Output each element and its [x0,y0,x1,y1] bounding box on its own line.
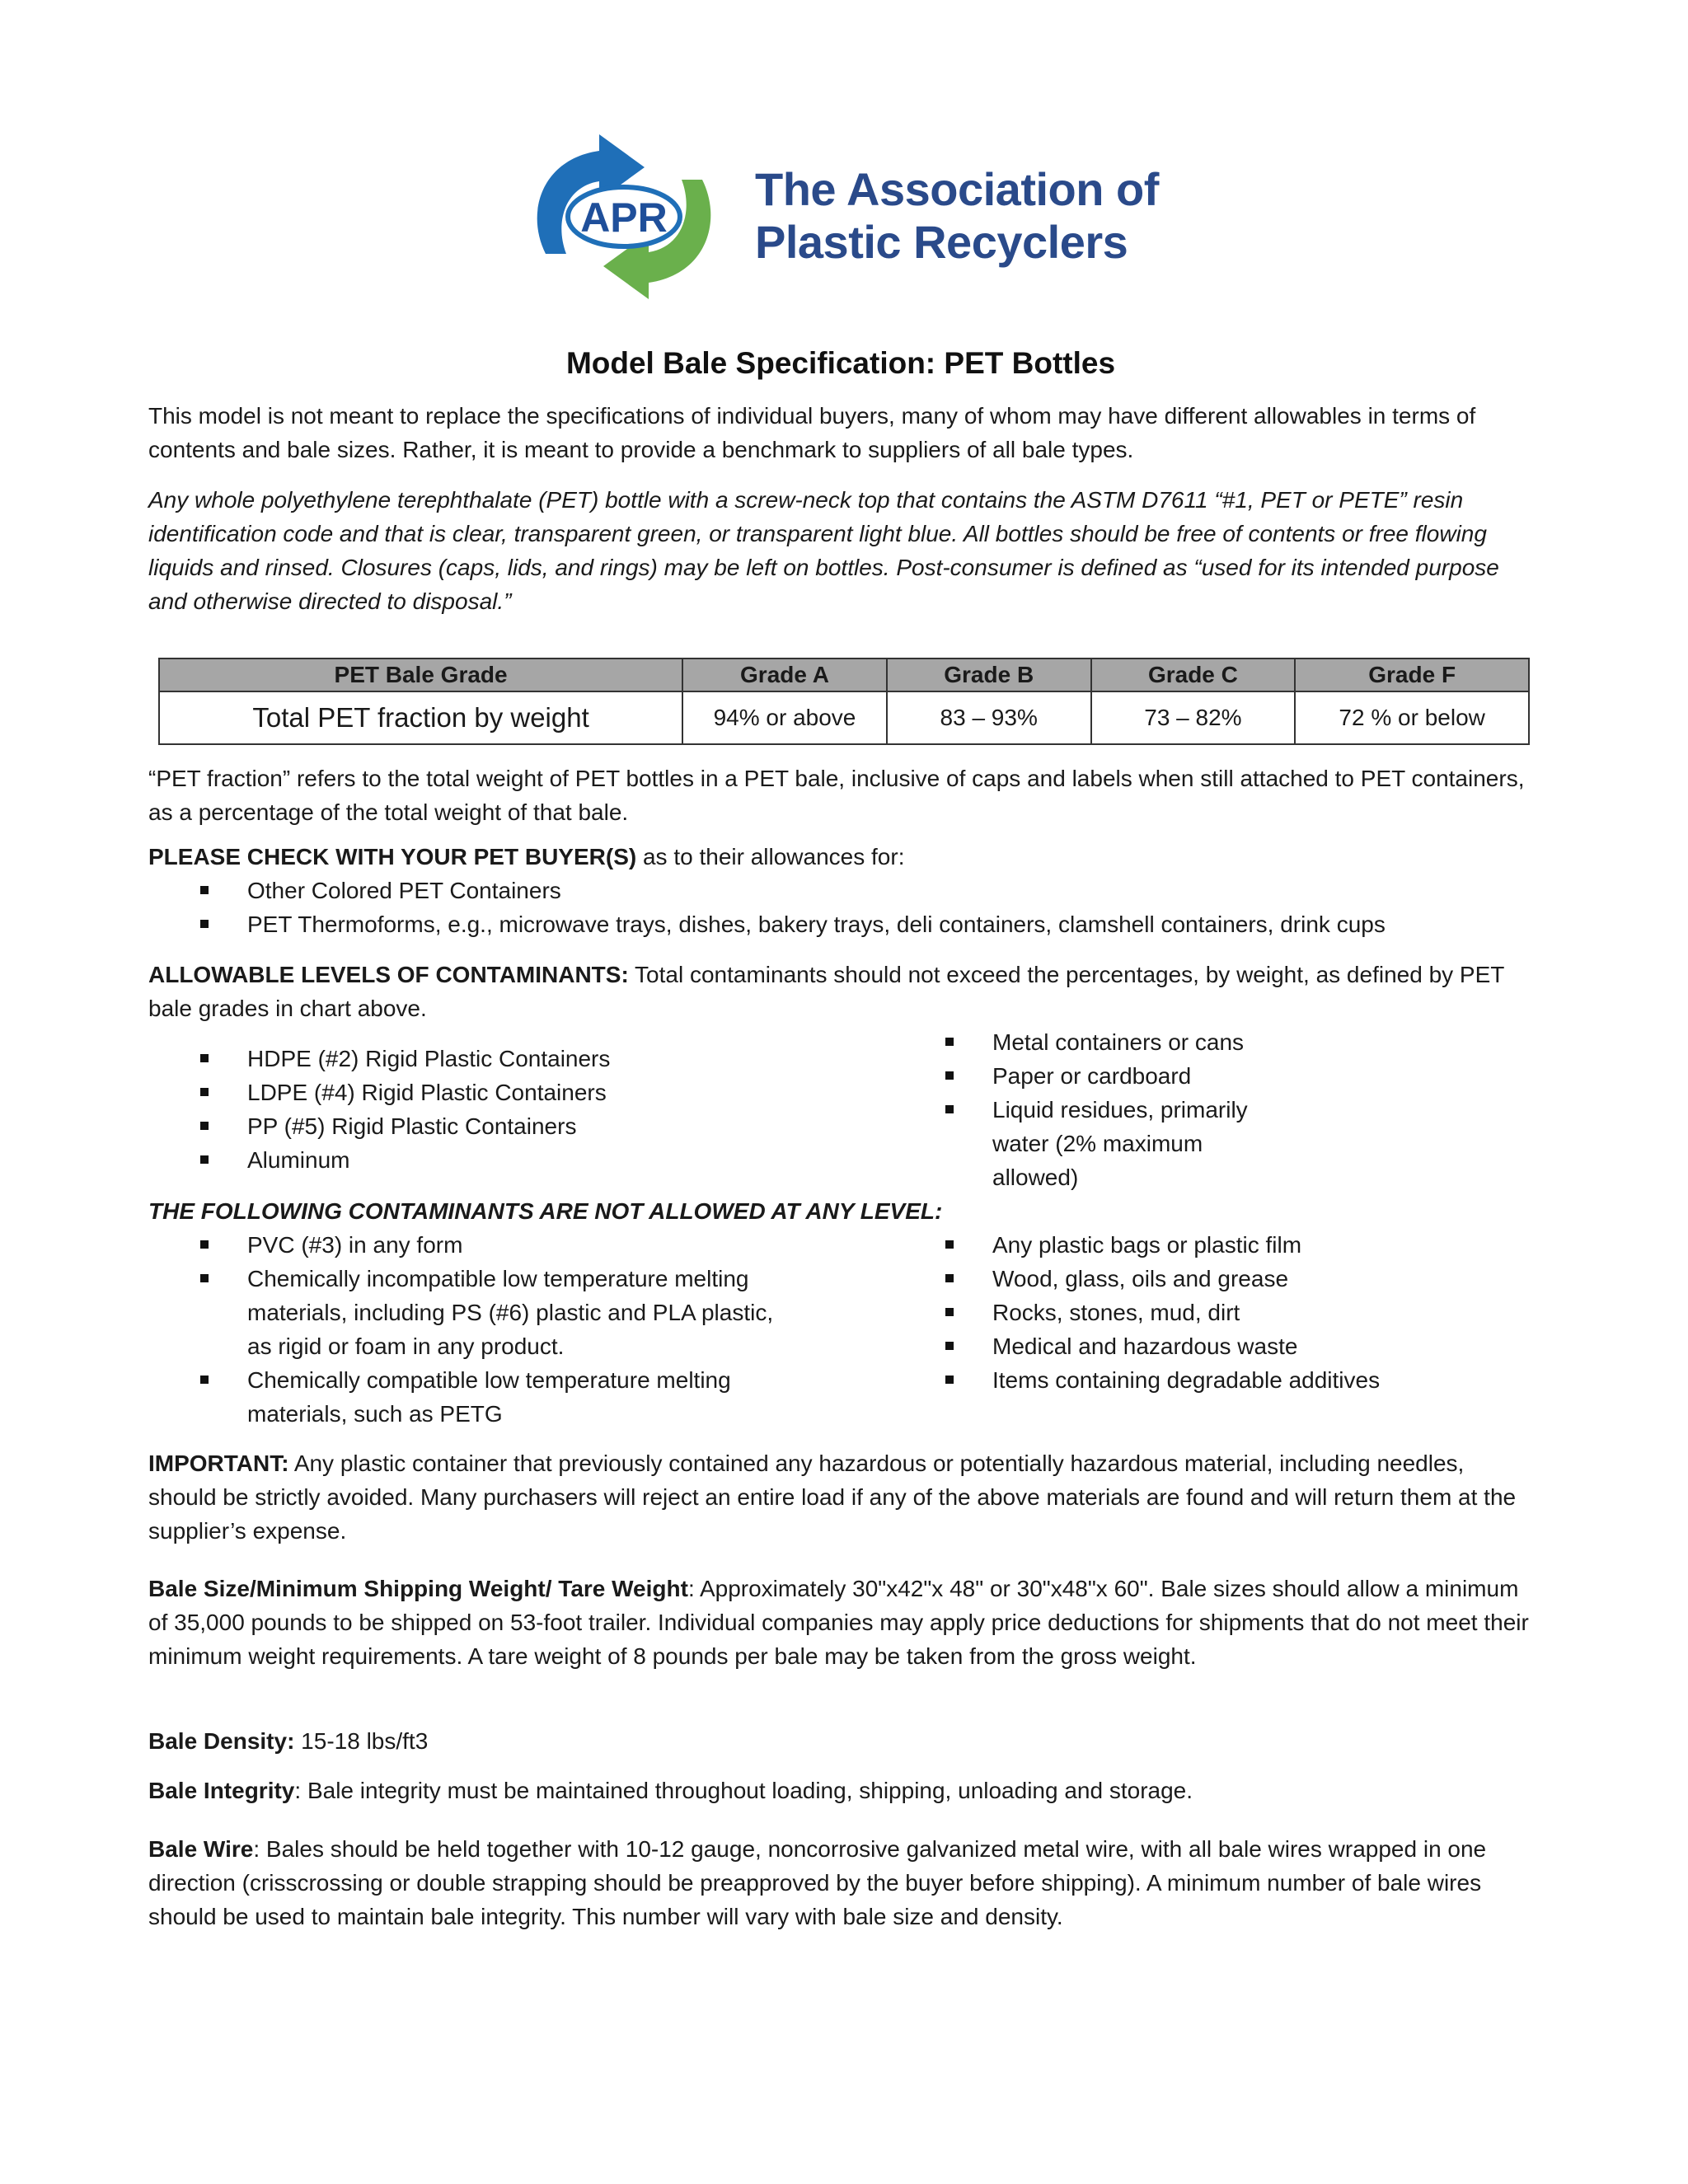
not-allowed-list-left [148,1228,890,1431]
bale-wire-label: Bale Wire [148,1836,254,1862]
bale-size-paragraph [148,1572,1533,1673]
buyer-check-intro [148,840,1533,874]
list-item: Chemically compatible low temperature melting materials, such as PETG [148,1363,890,1431]
list-item: PP (#5) Rigid Plastic Containers [148,1109,890,1143]
intro-paragraph: This model is not meant to replace the specifications of individual buyers, many of whom may have different allowables in terms of contents and bale sizes. Rather, it is meant to provide a benchmark to suppliers of all bale types. [148,403,1476,462]
important-label: IMPORTANT: [148,1451,289,1476]
grade-table-cell: 73 – 82% [1091,691,1296,744]
page-title: Model Bale Specification: PET Bottles [565,346,1116,380]
buyer-check-text: as to their allowances for: [636,844,905,869]
org-name-line-2: Plastic Recyclers [755,216,1128,268]
bale-density-label: Bale Density: [148,1728,295,1754]
grade-table-cell: 72 % or below [1295,691,1529,744]
allowable-list-left [148,1042,890,1177]
grade-table [158,658,1530,745]
allowable-heading: ALLOWABLE LEVELS OF CONTAMINANTS: [148,962,629,987]
list-item: PVC (#3) in any form [148,1228,890,1262]
list-item: Rocks, stones, mud, dirt [893,1296,1536,1329]
grade-table-header: PET Bale Grade [159,658,682,691]
important-text: Any plastic container that previously contained any hazardous or potentially hazardous material, including needles, should be strictly avoided. Many purchasers will reject an entire load if any of the above materials are found and will return them at the supplier’s expense. [148,1451,1517,1544]
bale-density-text: 15-18 lbs/ft3 [294,1728,429,1754]
org-name-line-1: The Association of [755,163,1159,215]
grade-table-cell: 83 – 93% [887,691,1091,744]
bale-integrity-label: Bale Integrity [148,1778,295,1803]
definition-paragraph: Any whole polyethylene terephthalate (PET) bottle with a screw-neck top that contains the ASTM D7611 “#1, PET or PETE” resin identification code and that is clear, transparent green, or transparent light blue. All bottles should be free of contents or free flowing liquids and rinsed. Closures (caps, lids, and rings) may be left on bottles. Post-consumer is defined as “used for its intended purpose and otherwise directed to disposal.” [148,487,1499,614]
grade-table-header: Grade C [1091,658,1296,691]
list-item: Aluminum [148,1143,890,1177]
buyer-check-section [148,840,1533,941]
list-item: Paper or cardboard [893,1059,1536,1093]
grade-table-cell: 94% or above [682,691,887,744]
bale-wire-paragraph [148,1832,1533,1933]
buyer-check-list [148,874,1533,941]
bale-integrity-text: : Bale integrity must be maintained throughout loading, shipping, unloading and storage. [294,1778,1193,1803]
list-item: Items containing degradable additives [893,1363,1536,1397]
bale-size-label: Bale Size/Minimum Shipping Weight/ Tare Weight [148,1576,688,1601]
list-item: Chemically incompatible low temperature melting materials, including PS (#6) plastic and PLA plastic, as rigid or foam in any product. [148,1262,890,1363]
grade-table-cell: Total PET fraction by weight [159,691,682,744]
bale-wire-text: : Bales should be held together with 10-12 gauge, noncorrosive galvanized metal wire, with all bale wires wrapped in one direction (crisscrossing or double strapping should be preapproved by the buyer before shipping). A minimum number of bale wires should be used to maintain bale integrity. This number will vary with bale size and density. [148,1836,1487,1929]
important-paragraph [148,1446,1533,1548]
list-item: Metal containers or cans [893,1025,1536,1059]
grade-table-header-row [159,658,1529,691]
list-item: Medical and hazardous waste [893,1329,1536,1363]
bale-integrity-paragraph [148,1774,1533,1807]
allowable-contaminants-intro [148,958,1533,1025]
pet-fraction-note: “PET fraction” refers to the total weight of PET bottles in a PET bale, inclusive of caps and labels when still attached to PET containers, as a percentage of the total weight of that bale. [148,766,1525,825]
grade-table-header: Grade B [887,658,1091,691]
organization-name [755,163,1159,269]
apr-logo-icon [521,130,727,303]
list-item: Liquid residues, primarily water (2% maximum allowed) [893,1093,1536,1194]
allowable-text: Total contaminants should not exceed the percentages, by weight, as defined by PET bale grades in chart above. [148,962,1504,1021]
header [521,130,1180,303]
list-item: HDPE (#2) Rigid Plastic Containers [148,1042,890,1076]
list-item: PET Thermoforms, e.g., microwave trays, dishes, bakery trays, deli containers, clamshell containers, drink cups [148,907,1533,941]
buyer-check-heading: PLEASE CHECK WITH YOUR PET BUYER(S) [148,844,637,869]
list-item: Other Colored PET Containers [148,874,1533,907]
list-item: LDPE (#4) Rigid Plastic Containers [148,1076,890,1109]
list-item: Any plastic bags or plastic film [893,1228,1536,1262]
not-allowed-heading: THE FOLLOWING CONTAMINANTS ARE NOT ALLOWED AT ANY LEVEL: [148,1198,943,1224]
grade-table-header: Grade F [1295,658,1529,691]
bale-density-paragraph [148,1724,1533,1758]
list-item: Wood, glass, oils and grease [893,1262,1536,1296]
grade-table-header: Grade A [682,658,887,691]
bale-size-text: : Approximately 30"x42"x 48" or 30"x48"x 60". Bale sizes should allow a minimum of 35,000 pounds to be shipped on 53-foot trailer. Individual companies may apply price deductions for shipments that do not meet their minimum weight requirements. A tare weight of 8 pounds per bale may be taken from the gross weight. [148,1576,1529,1669]
not-allowed-list-right [893,1228,1536,1397]
allowable-list-right [893,1025,1536,1194]
table-row [159,691,1529,744]
svg-text:APR: APR [580,194,668,241]
